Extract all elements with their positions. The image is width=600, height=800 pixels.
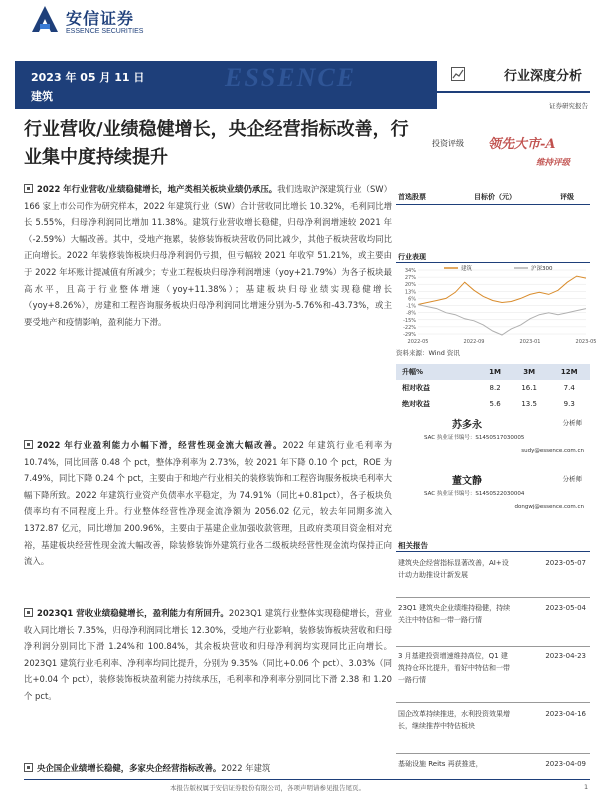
performance-table-header (396, 364, 590, 380)
logo-text-en: ESSENCE SECURITIES (66, 28, 144, 35)
top-picks-col-stock: 首选股票 (398, 193, 426, 201)
report-type: 行业深度分析 (503, 69, 582, 84)
performance-table (396, 364, 590, 412)
x-tick-label: 2022-05 (407, 339, 429, 345)
paragraph-4-text: 2022 年建筑 (221, 763, 271, 773)
performance-chart (396, 262, 597, 348)
perf-header-cell: 1M (489, 368, 501, 376)
divider (396, 753, 590, 754)
paragraph-1-lead: 2022 年行业营收/业绩稳健增长，地产类相关板块业绩仍承压。 (37, 184, 278, 194)
analyst-card (396, 416, 590, 466)
paragraph-3 (24, 605, 392, 705)
perf-header-cell: 3M (523, 368, 536, 376)
related-report-item[interactable] (396, 650, 590, 702)
y-tick-label: 20% (404, 282, 416, 289)
chart-source: 资料来源：Wind 资讯 (396, 349, 460, 357)
related-report-item[interactable] (396, 602, 590, 646)
chart-y-ticks (403, 268, 416, 338)
chart-legend (444, 264, 553, 272)
related-report-item[interactable] (396, 557, 590, 597)
related-report-title: 建筑央企经营指标显著改善，AI+设计动力助推设计新发展 (398, 559, 509, 579)
logo-text-cn: 安信证券 (66, 9, 135, 28)
related-report-title: 基础设施 Reits 再获推进， (398, 760, 483, 768)
x-tick-label: 2022-09 (463, 339, 485, 345)
y-tick-label: 34% (404, 268, 416, 274)
divider (396, 597, 590, 598)
report-sector: 建筑 (31, 90, 53, 103)
related-reports-title: 相关报告 (398, 541, 428, 550)
analyst-cert: SAC 执业证书编号：S1450517030005 (424, 435, 525, 441)
perf-cell: 13.5 (521, 400, 537, 408)
analyst-email[interactable]: sudy@essence.com.cn (521, 448, 584, 454)
paragraph-4 (24, 760, 392, 777)
related-report-item[interactable] (396, 758, 590, 772)
related-report-title: 23Q1 建筑央企业绩维持稳健，持续关注中特估和一带一路行情 (398, 604, 511, 624)
analyst-name: 苏多永 (452, 420, 482, 431)
report-subtype: 证券研究报告 (549, 102, 588, 110)
logo-mark-icon (30, 4, 60, 36)
y-tick-label: -15% (403, 317, 416, 324)
table-row (396, 380, 590, 396)
perf-header-cell: 12M (560, 368, 578, 376)
perf-cell: 5.6 (489, 400, 501, 408)
y-tick-label: 27% (404, 275, 416, 282)
analyst-role: 分析师 (562, 475, 582, 483)
perf-cell: 相对收益 (402, 384, 430, 392)
paragraph-1 (24, 181, 392, 330)
related-report-date: 2023-04-09 (545, 760, 586, 768)
paragraph-4-lead: 央企国企业绩增长稳健，多家央企经营指标改善。 (37, 763, 222, 773)
perf-cell: 16.1 (521, 384, 537, 392)
report-type-box (437, 61, 590, 93)
company-logo (30, 4, 160, 44)
bullet-icon (24, 763, 33, 772)
bullet-icon (24, 184, 33, 193)
chart-x-ticks (408, 339, 597, 345)
related-report-date: 2023-05-04 (545, 604, 586, 612)
paragraph-1-text: 我们选取沪深建筑行业（SW）166 家上市公司作为研究样本，2022 年建筑行业（SW）合计营收同比增长 10.32%，毛利同比增长 5.55%，归母净利润同比增加 11.38%。建筑行业营收增长稳健，归母净利润增速较 2021 年（-2.59%）大幅改善。其中，受地产拖累，装修装饰板块营收仍同比减少，其他子板块营收均同比正向增长。2022 年装修装饰板块归母净利润仍亏损，但亏幅较 2021 年收窄 51.21%，或主要由于 2022 年坏账计提减值有所减少；专业工程板块归母净利润增速（yoy+21.79%）为各子板块最高水平，且高于行业整体增速（yoy+11.38%）；基建板块归母业绩实现稳健增长（yoy+8.26%），房建和工程咨询服务板块归母净利润同比增速分别为-5.76%和-43.73%，或主要受地产和疫情影响，盈利能力下滑。 (24, 184, 392, 327)
related-report-title: 3 月基建投资增速维持高位，Q1 建筑持仓环比提升，看好中特估和一带一路行情 (398, 652, 510, 684)
performance-title: 行业表现 (398, 253, 426, 261)
paragraph-2-text: 2022 年建筑行业毛利率为 10.74%，同比回落 0.48 个 pct，整体净利率为 2.73%，较 2021 年下降 0.10 个 pct，ROE 为 7.49%，同比下降 0.24 个 pct，主要由于和地产行业相关的装修装饰和工程咨询服务板块毛利率大幅下降所致。2022 年建筑行业资产负债率水平稳定，为 74.91%（同比+0.81pct），各子板块负债率均有不同程度上升。行业整体经营性净现金流净额为 2056.02 亿元，较去年同期多流入 1372.87 亿元，同比增加 200.96%，主要由于基建企业加强收款管理，且政府类项目资金相对充裕，基建板块经营性现金流大幅改善，除装修装饰外建筑行业各二级板块经营性现金流均保持正向流入。 (24, 440, 392, 567)
y-tick-label: -1% (406, 303, 416, 310)
y-tick-label: 13% (404, 289, 416, 296)
x-tick-label: 2023-05 (575, 339, 597, 345)
y-tick-label: -22% (403, 324, 416, 331)
analyst-cert: SAC 执业证书编号：S1450522030004 (424, 491, 525, 497)
x-tick-label: 2023-01 (519, 339, 541, 345)
perf-cell: 绝对收益 (402, 400, 430, 408)
header-banner (15, 61, 437, 109)
legend-label: 沪深300 (531, 266, 553, 272)
related-report-title: 国企改革持续推进，水利投资效果增长，继续推荐中特估板块 (398, 710, 510, 730)
y-tick-label: -29% (403, 332, 416, 338)
table-row (396, 396, 590, 412)
related-report-date: 2023-04-16 (545, 710, 586, 718)
analyst-email[interactable]: dongwj@essence.com.cn (514, 504, 584, 510)
chart-trend-icon (451, 67, 465, 81)
series-line (418, 276, 586, 304)
related-rule (396, 551, 590, 552)
related-report-item[interactable] (396, 708, 590, 752)
footer-rule (24, 779, 590, 780)
footer-disclaimer: 本报告版权属于安信证券股份有限公司，各项声明请参见报告尾页。 (170, 784, 365, 792)
rating-action: 维持评级 (536, 158, 571, 168)
report-headline: 行业营收/业绩稳健增长，央企经营指标改善，行业集中度持续提升 (24, 119, 409, 168)
rating-label: 投资评级 (432, 139, 464, 148)
related-report-date: 2023-04-23 (545, 652, 586, 660)
page-number: 1 (584, 783, 589, 791)
top-picks-col-rating: 评级 (560, 193, 574, 201)
legend-label: 建筑 (461, 266, 473, 272)
paragraph-2-lead: 2022 年行业盈利能力小幅下滑，经营性现金流大幅改善。 (37, 440, 283, 450)
banner-watermark: ESSENCE (225, 63, 357, 92)
perf-cell: 7.4 (563, 384, 575, 392)
analyst-card (396, 472, 590, 522)
divider (396, 646, 590, 647)
y-tick-label: -8% (406, 310, 416, 317)
related-report-date: 2023-05-07 (545, 559, 586, 567)
bullet-icon (24, 608, 33, 617)
analyst-name: 董文静 (452, 476, 482, 487)
paragraph-3-lead: 2023Q1 营收业绩稳健增长，盈利能力有所回升。 (37, 608, 229, 618)
perf-cell: 9.3 (563, 400, 575, 408)
divider (396, 702, 590, 703)
perf-header-cell: 升幅% (402, 368, 424, 376)
y-tick-label: 6% (408, 296, 416, 303)
top-picks-rule (396, 204, 590, 205)
analyst-role: 分析师 (562, 419, 582, 427)
report-date: 2023 年 05 月 11 日 (31, 71, 145, 84)
bullet-icon (24, 440, 33, 449)
top-picks-col-target: 目标价（元） (474, 193, 516, 201)
rating-value: 领先大市-A (488, 137, 556, 152)
perf-cell: 8.2 (489, 384, 501, 392)
paragraph-2 (24, 437, 392, 570)
paragraph-3-text: 2023Q1 建筑行业整体实现稳健增长，营业收入同比增长 7.35%，归母净利润同比增长 12.30%，受地产行业影响，装修装饰板块营收和归母净利润分别同比下滑 1.24%和 100.84%，其余板块营收和归母净利润均实现同比正向增长。2023Q1 建筑行业毛利率、净利率均同比提升，分别为 9.35%（同比+0.06 个 pct）、3.03%（同比+0.04 个 pct），装修装饰板块盈利能力持续承压，毛利率和净利率分别同比下滑 2.38 和 1.20 个 pct。 (24, 608, 392, 701)
